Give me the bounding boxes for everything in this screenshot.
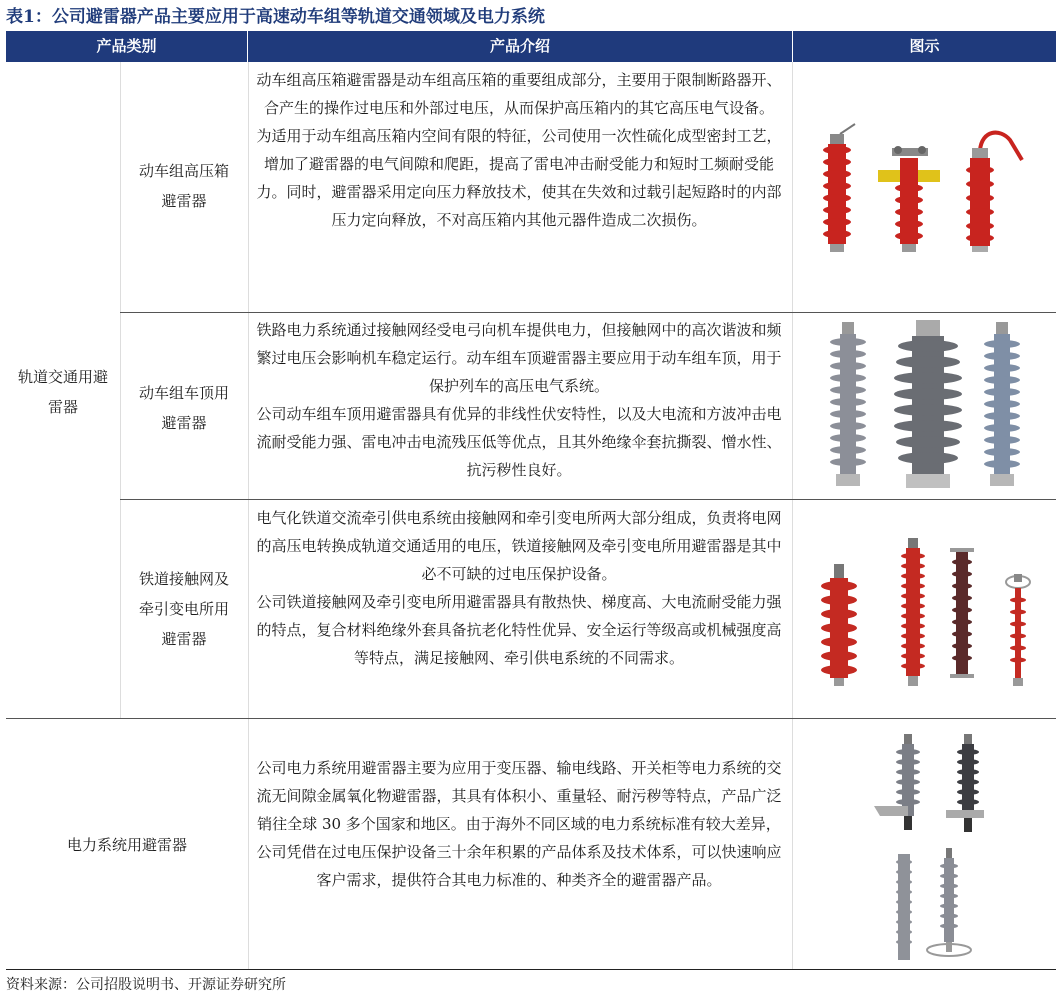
arrester-image-4 xyxy=(830,322,866,486)
intro-row-2 xyxy=(250,316,788,484)
arrester-image-3 xyxy=(966,133,1022,252)
arrester-image-8 xyxy=(901,538,925,686)
arrester-image-12 xyxy=(946,734,984,832)
arrester-image-6 xyxy=(984,322,1020,486)
header-intro: 产品介绍 xyxy=(248,31,793,62)
source-note: 资料来源：公司招股说明书、开源证券研究所 xyxy=(6,977,286,993)
intro-paragraph: 为适用于动车组高压箱内空间有限的特征，公司使用一次性硫化成型密封工艺，增加了避雷器的电气间隙和爬距，提高了雷电冲击耐受能力和短时工频耐受能力。同时，避雷器采用定向压力释放技术，使其在失效和过载引起短路时的内部压力定向释放，不对高压箱内其他元器件造成二次损伤。 xyxy=(256,127,782,229)
arrester-image-10 xyxy=(1006,574,1030,686)
intro-row-3 xyxy=(250,504,788,672)
row-divider-1 xyxy=(120,312,1056,313)
red-surge-arrester-icons xyxy=(800,120,1050,260)
grey-roof-arrester-icons xyxy=(800,318,1050,494)
intro-paragraph: 公司铁道接触网及牵引变电所用避雷器具有散热快、梯度高、大电流耐受能力强的特点，复合材料绝缘外套具备抗老化特性优异、安全运行等级高或机械强度高等特点，满足接触网、牵引供电系统的不同需求。 xyxy=(256,593,782,667)
arrester-image-13 xyxy=(896,854,912,960)
intro-paragraph: 公司动车组车顶用避雷器具有优异的非线性伏安特性，以及大电流和方波冲击电流耐受能力强、雷电冲击电流残压低等优点，且其外绝缘伞套抗撕裂、憎水性、抗污秽性良好。 xyxy=(256,405,782,479)
row-divider-3 xyxy=(6,718,1056,719)
category-row-1: 动车组高压箱 避雷器 xyxy=(138,162,229,210)
category-row-3: 铁道接触网及 牵引变电所用 避雷器 xyxy=(138,570,229,648)
power-system-arrester-icons xyxy=(860,730,990,966)
arrester-image-2 xyxy=(878,146,940,252)
column-divider-1 xyxy=(248,62,249,970)
arrester-image-11 xyxy=(874,734,920,830)
table-title: 表1：公司避雷器产品主要应用于高速动车组等轨道交通领域及电力系统 xyxy=(6,7,545,27)
catenary-arrester-icons xyxy=(800,534,1050,690)
table-header xyxy=(6,31,1056,62)
intro-row-4 xyxy=(250,754,788,894)
arrester-image-5 xyxy=(894,320,962,488)
intro-row-1 xyxy=(250,66,788,234)
column-divider-2 xyxy=(792,62,793,970)
intro-paragraph: 动车组高压箱避雷器是动车组高压箱的重要组成部分，主要用于限制断路器开、合产生的操作过电压和外部过电压，从而保护高压箱内的其它高压电气设备。 xyxy=(256,71,782,117)
arrester-image-14 xyxy=(927,848,971,956)
arrester-image-7 xyxy=(821,564,857,686)
category-row-2: 动车组车顶用 避雷器 xyxy=(138,384,229,432)
header-figure: 图示 xyxy=(909,37,940,55)
header-category: 产品类别 xyxy=(6,31,248,62)
table-bottom-rule xyxy=(6,969,1056,970)
arrester-image-1 xyxy=(823,124,855,252)
category-row-4: 电力系统用避雷器 xyxy=(66,836,187,854)
intro-paragraph: 公司电力系统用避雷器主要为应用于变压器、输电线路、开关柜等电力系统的交流无间隙金属氧化物避雷器，其具有体积小、重量轻、耐污秽等特点，产品广泛销往全球 30 多个国家和地区。由于海外不同区域的电力系统标准有较大差异，公司凭借在过电压保护设备三十余年积累的产品体系及技术体系，可以快速响应客户需求，提供符合其电力标准的、种类齐全的避雷器产品。 xyxy=(256,759,782,889)
intro-paragraph: 铁路电力系统通过接触网经受电弓向机车提供电力，但接触网中的高次谐波和频繁过电压会影响机车稳定运行。动车组车顶避雷器主要应用于动车组车顶，用于保护列车的高压电气系统。 xyxy=(256,321,782,395)
row-divider-2 xyxy=(120,499,1056,500)
intro-paragraph: 电气化铁道交流牵引供电系统由接触网和牵引变电所两大部分组成，负责将电网的高压电转换成轨道交通适用的电压，铁道接触网及牵引变电所用避雷器是其中必不可缺的过电压保护设备。 xyxy=(256,509,782,583)
group-label: 轨道交通用避雷器 xyxy=(18,368,109,416)
arrester-image-9 xyxy=(950,548,974,678)
